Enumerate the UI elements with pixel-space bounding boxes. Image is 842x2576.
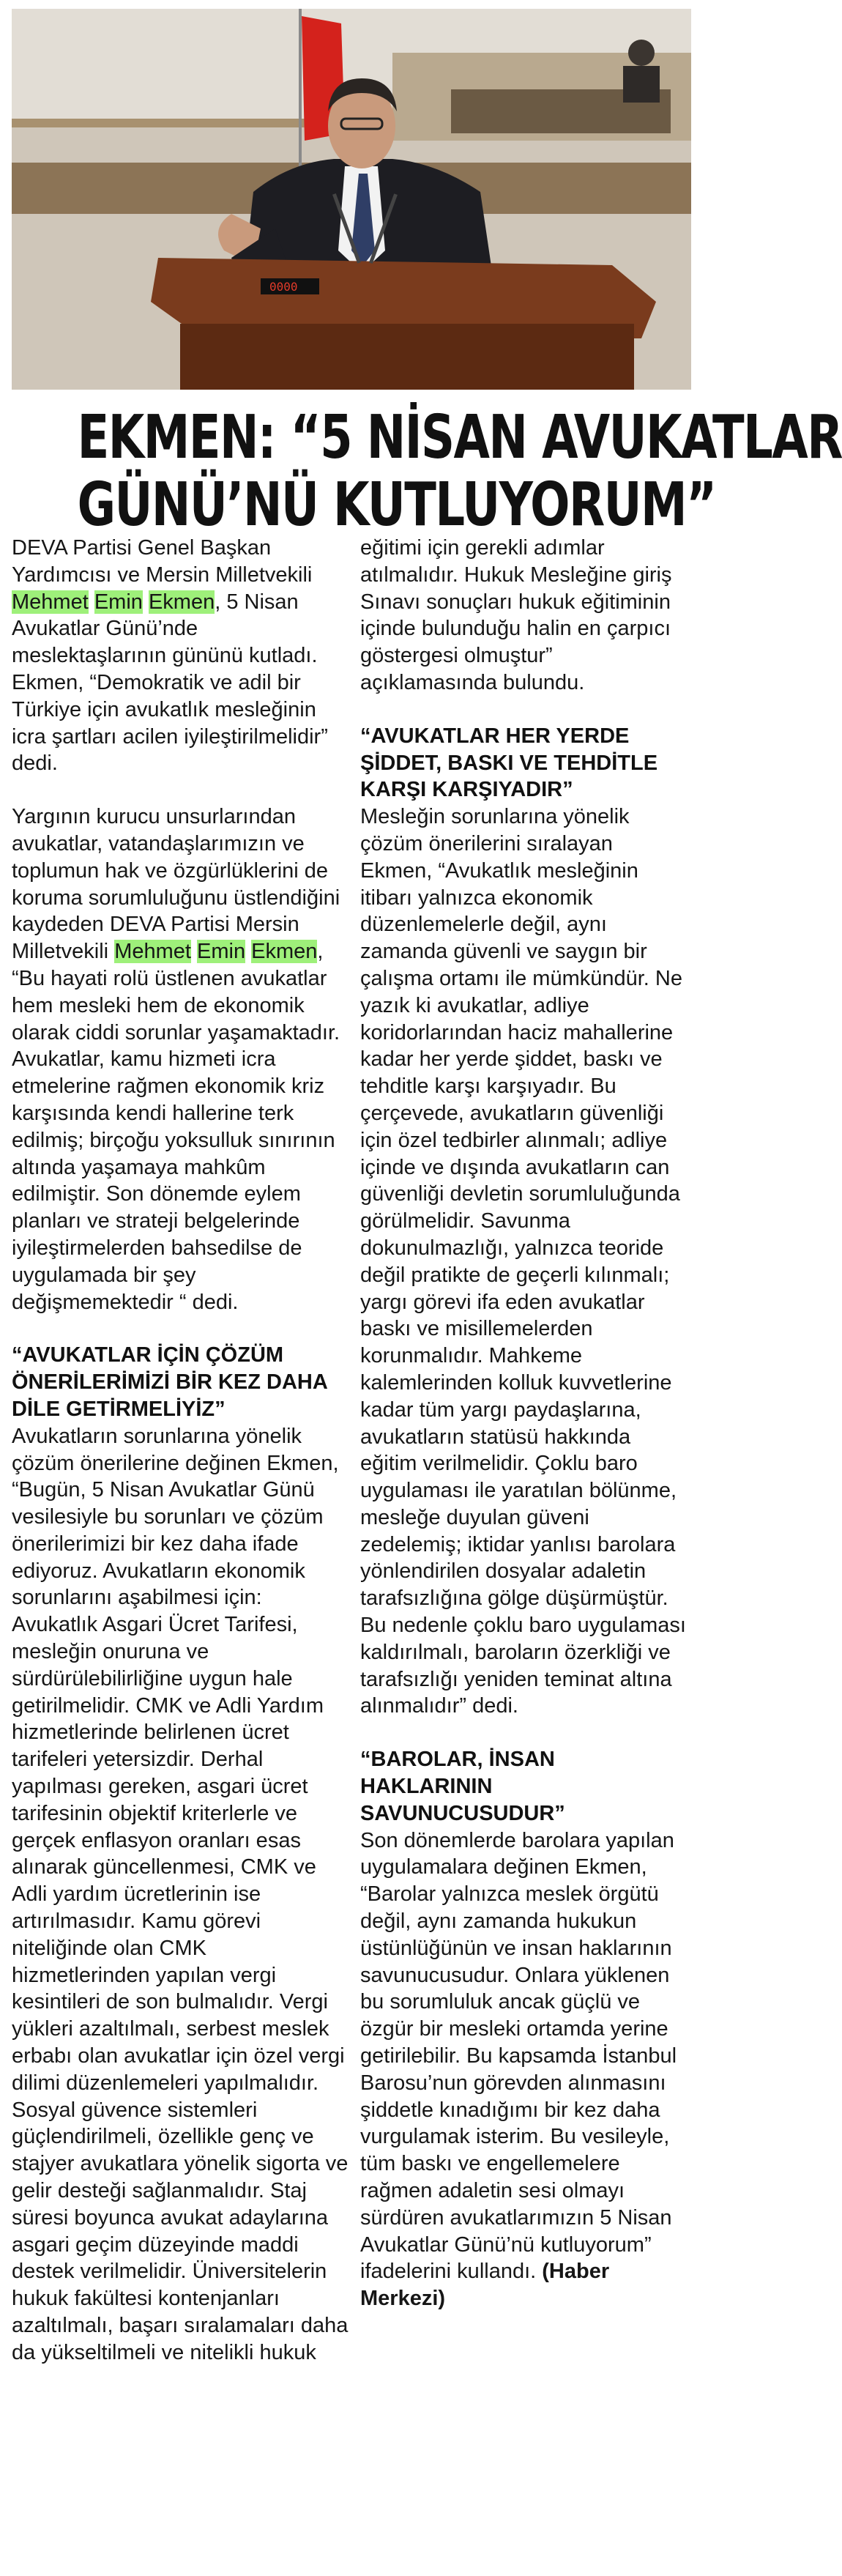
highlight-name-2b: Emin	[197, 940, 246, 964]
article-photo	[12, 9, 691, 390]
headline-line-1: EKMEN: “5 NİSAN AVUKATLAR	[77, 403, 842, 472]
highlight-name-1c: Ekmen	[148, 590, 215, 614]
paragraph-2: Yargının kurucu unsurlarından avukatlar, vatandaşlarımızın ve toplumun hak ve özgürlüklerini de koruma sorumluluğunu üstlendiğini kaydeden DEVA Partisi Mersin Milletvekili Mehmet Emin Ekmen, “Bu hayati rolü üstlenen avukatlar hem mesleki hem de ekonomik olarak ciddi sorunlar yaşamaktadır. Avukatlar, kamu hizmeti icra etmelerine rağmen ekonomik kriz karşısında kendi hallerine terk edilmiş; birçoğu yoksulluk sınırının altında yaşamaya mahkûm edilmiştir. Son dönemde eylem planları ve strateji belgelerinde iyileştirmelerden bahsedilse de uygulamada bir şey değişmemektedir “ dedi.	[12, 805, 340, 1314]
article-headline	[77, 403, 842, 540]
paragraph-intro: DEVA Partisi Genel Başkan Yardımcısı ve Mersin Milletvekili Mehmet Emin Ekmen, 5 Nisan Avukatlar Günü’nde meslektaşlarının gününü kutladı. Ekmen, “Demokratik ve adil bir Türkiye için avukatlık mesleğinin icra şartları acilen iyileştirilmelidir” dedi.	[12, 536, 328, 776]
headline-line-2: GÜNÜ’NÜ KUTLUYORUM”	[77, 470, 716, 540]
article-column-left	[12, 535, 349, 2367]
subheading-1: “AVUKATLAR İÇİN ÇÖZÜM ÖNERİLERİMİZİ BİR KEZ DAHA DİLE GETİRMELİYİZ”	[12, 1343, 327, 1421]
highlight-name-1b: Emin	[94, 590, 143, 614]
speaker-at-podium-icon	[12, 9, 691, 390]
highlight-name-1a: Mehmet	[12, 590, 89, 614]
highlight-name-2a: Mehmet	[114, 940, 191, 964]
subheading-2: “AVUKATLAR HER YERDE ŞİDDET, BASKI VE TEHDİTLE KARŞI KARŞIYADIR”	[360, 724, 658, 802]
paragraph-3: Avukatların sorunlarına yönelik çözüm önerilerine değinen Ekmen, “Bugün, 5 Nisan Avukatlar Günü vesilesiyle bu sorunları ve çözüm önerilerimizi bir kez daha ifade ediyoruz. Avukatların ekonomik sorunlarını aşabilmesi için: Avukatlık Asgari Ücret Tarifesi, mesleğin onuruna ve sürdürülebilirliğine uygun hale getirilmelidir. CMK ve Adli Yardım hizmetlerinde belirlenen ücret tarifeleri yetersizdir. Derhal yapılması gereken, asgari ücret tarifesinin objektif kriterlerle ve gerçek enflasyon oranları esas alınarak güncellenmesi, CMK ve Adli yardım ücretlerinin ise artırılmasıdır. Kamu görevi niteliğinde olan CMK hizmetlerinden yapılan vergi kesintileri de son bulmalıdır. Vergi yükleri azaltılmalı, serbest meslek erbabı olan avukatlar için özel vergi dilimi düzenlemeleri yapılmalıdır. Sosyal güvence sistemleri güçlendirilmeli, özellikle genç ve stajyer avukatlara yönelik sigorta ve gelir desteği sağlanmalıdır. Staj süresi boyunca avukat adaylarına asgari geçim düzeyinde maddi destek verilmelidir. Üniversitelerin hukuk fakültesi kontenjanları azaltılmalı, başarı sıralamaları daha da yükseltilmeli ve nitelikli hukuk	[12, 1424, 349, 2364]
paragraph-6: Son dönemlerde barolara yapılan uygulamalara değinen Ekmen, “Barolar yalnızca meslek örgütü değil, aynı zamanda hukukun üstünlüğünün ve insan haklarının savunucusudur. Onlara yüklenen bu sorumluluk ancak güçlü ve özgür bir mesleki ortamda yerine getirilebilir. Bu kapsamda İstanbul Barosu’nun görevden alınmasını şiddetle kınadığımı bir kez daha vurgulamak isterim. Bu vesileyle, tüm baskı ve engellemelere rağmen adaletin sesi olmayı sürdüren avukatlarımızın 5 Nisan Avukatlar Günü’nü kutluyorum” ifadelerini kullandı. (Haber Merkezi)	[360, 1828, 677, 2311]
highlight-name-2c: Ekmen	[251, 940, 318, 964]
article-column-right	[360, 535, 688, 2312]
paragraph-4: eğitimi için gerekli adımlar atılmalıdır. Hukuk Mesleğine giriş Sınavı sonuçları hukuk eğitiminin içinde bulunduğu halin en çarpıcı göstergesi olmuştur” açıklamasında bulundu.	[360, 536, 672, 694]
subheading-3: “BAROLAR, İNSAN HAKLARININ SAVUNUCUSUDUR”	[360, 1748, 565, 1825]
source-credit: (Haber Merkezi)	[360, 2260, 610, 2311]
paragraph-5: Mesleğin sorunlarına yönelik çözüm önerilerini sıralayan Ekmen, “Avukatlık mesleğinin itibarı yalnızca ekonomik düzenlemelerle değil, aynı zamanda güvenli ve saygın bir çalışma ortamı ile mümkündür. Ne yazık ki avukatlar, adliye koridorlarından haciz mahallerine kadar her yerde şiddet, baskı ve tehditle karşı karşıyadır. Bu çerçevede, avukatların güvenliği için özel tedbirler alınmalı; adliye içinde ve dışında avukatların can güvenliği devletin sorumluluğunda görülmelidir. Savunma dokunulmazlığı, yalnızca teoride değil pratikte de geçerli kılınmalı; yargı görevi ifa eden avukatlar baskı ve misillemelerden korunmalıdır. Mahkeme kalemlerinden kolluk kuvvetlerine kadar tüm yargı paydaşlarına, avukatların statüsü hakkında eğitim verilmelidir. Çoklu baro uygulaması ile yaratılan bölünme, mesleğe duyulan güveni zedelemiş; iktidar yanlısı barolara yönlendirilen dosyalar adaletin tarafsızlığına gölge düşürmüştür. Bu nedenle çoklu baro uygulaması kaldırılmalı, baroların özerkliği ve tarafsızlığı yeniden teminat altına alınmalıdır” dedi.	[360, 805, 686, 1718]
podium-display: 0000	[269, 280, 298, 294]
